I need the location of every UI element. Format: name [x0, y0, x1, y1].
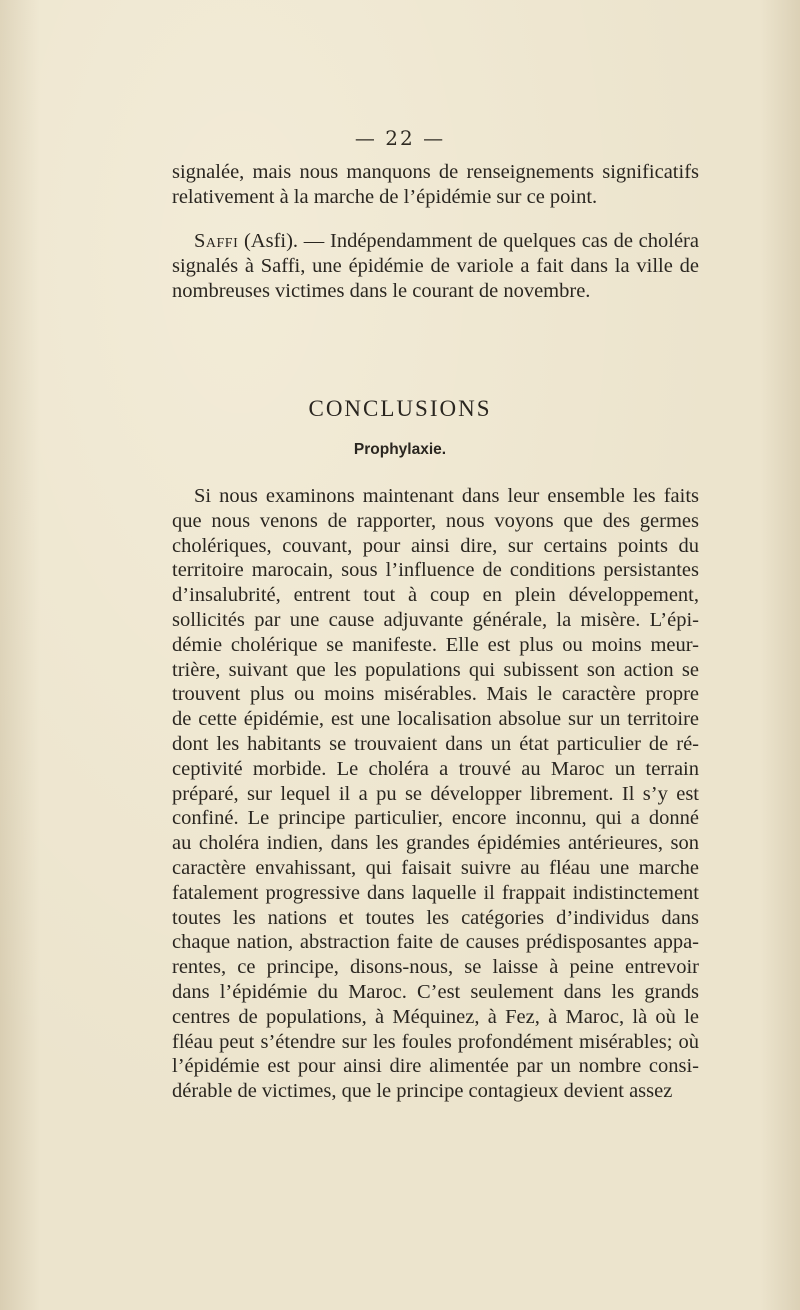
text-line: sollicités par une cause adjuvante générale, la misère. L’épi- — [172, 608, 699, 631]
paragraph-saffi — [172, 229, 699, 303]
section-title: CONCLUSIONS — [308, 396, 492, 421]
page-number: — 22 — — [354, 126, 446, 150]
text-line: nombreuses victimes dans le courant de novembre. — [172, 279, 591, 302]
text-line: d’insalubrité, entrent tout à coup en plein développement, — [172, 584, 699, 607]
text-line: rentes, ce principe, disons-nous, se laisse à peine entrevoir — [172, 956, 699, 979]
text-line: ceptivité morbide. Le choléra a trouvé au Maroc un terrain — [172, 757, 699, 780]
text-line: l’épidémie est pour ainsi dire alimentée par un nombre consi- — [172, 1055, 699, 1078]
text-line: toutes les nations et toutes les catégories d’individus dans — [172, 906, 699, 929]
text-line: dérable de victimes, que le principe contagieux devient assez — [172, 1080, 673, 1103]
text-line: fléau peut s’étendre sur les foules profondément misérables; où — [172, 1030, 699, 1053]
text-line: fatalement progressive dans laquelle il frappait indistinctement — [172, 881, 699, 904]
text-line: de cette épidémie, est une localisation absolue sur un territoire — [172, 708, 699, 731]
text-line: dans l’épidémie du Maroc. C’est seulement dans les grands — [172, 980, 699, 1003]
text-fragment: (Asfi). — Indépendamment de quelques cas de choléra — [238, 230, 699, 252]
text-line: caractère envahissant, qui faisait suivre au fléau une marche — [172, 856, 699, 879]
place-name-heading: Saffi — [194, 230, 239, 252]
text-line: territoire marocain, sous l’influence de conditions persistantes — [172, 559, 699, 582]
text-line: relativement à la marche de l’épidémie sur ce point. — [172, 185, 598, 208]
text-line: signalés à Saffi, une épidémie de variole a fait dans la ville de — [172, 254, 699, 277]
text-line: centres de populations, à Méquinez, à Fez, à Maroc, là où le — [172, 1005, 699, 1028]
text-line: trouvent plus ou moins misérables. Mais le caractère propre — [172, 683, 699, 706]
text-line: chaque nation, abstraction faite de causes prédisposantes appa- — [172, 931, 699, 954]
text-line: que nous venons de rapporter, nous voyons que des germes — [172, 509, 699, 532]
section-subtitle: Prophylaxie. — [353, 441, 447, 458]
text-line: démie cholérique se manifeste. Elle est plus ou moins meur- — [172, 633, 699, 656]
text-line: cholériques, couvant, pour ainsi dire, sur certains points du — [172, 534, 699, 557]
text-line: Si nous examinons maintenant dans leur ensemble les faits — [194, 485, 699, 507]
text-line — [172, 229, 699, 254]
text-line: au choléra indien, dans les grandes épidémies antérieures, son — [172, 832, 699, 855]
text-line: dont les habitants se trouvaient dans un état particulier de ré- — [172, 732, 699, 755]
paragraph-conclusions — [172, 484, 699, 1104]
paragraph-continuation — [172, 160, 699, 210]
text-line: confiné. Le principe particulier, encore inconnu, qui a donné — [172, 807, 699, 830]
text-line: signalée, mais nous manquons de renseignements significatifs — [172, 161, 699, 183]
text-line: préparé, sur lequel il a pu se développer librement. Il s’y est — [172, 782, 699, 805]
text-line: trière, suivant que les populations qui subissent son action se — [172, 658, 699, 681]
